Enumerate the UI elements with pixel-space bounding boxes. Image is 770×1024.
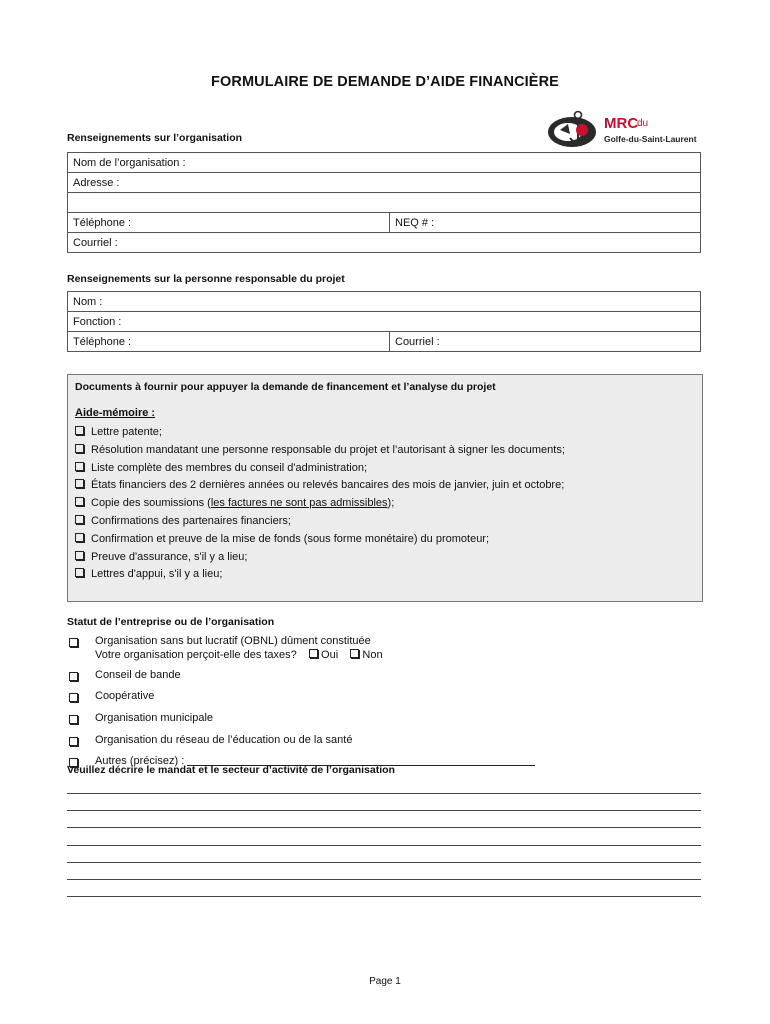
- resp-phone-field[interactable]: Téléphone :: [68, 332, 390, 352]
- list-item: Lettre patente;: [75, 424, 565, 442]
- org-address-line2[interactable]: [68, 193, 701, 213]
- checkbox[interactable]: [69, 638, 78, 647]
- statut-item: Coopérative: [67, 689, 535, 707]
- resp-table: [67, 291, 701, 352]
- oui-checkbox[interactable]: [309, 649, 318, 658]
- checkbox[interactable]: [69, 737, 78, 746]
- checkbox[interactable]: [75, 444, 84, 453]
- checkbox[interactable]: [75, 551, 84, 560]
- org-email-field[interactable]: Courriel :: [68, 233, 701, 253]
- checkbox[interactable]: [75, 533, 84, 542]
- statut-obnl: Organisation sans but lucratif (OBNL) dûment constituée Votre organisation perçoit-elle des taxes? Oui Non: [67, 634, 535, 664]
- list-item: Confirmation et preuve de la mise de fonds (sous forme monétaire) du promoteur;: [75, 531, 565, 549]
- logo-mrc-text: MRC: [604, 115, 639, 132]
- mandat-line[interactable]: [67, 845, 701, 846]
- list-item: Copie des soumissions (les factures ne sont pas admissibles);: [75, 495, 565, 513]
- soumissions-note: les factures ne sont pas admissibles: [210, 497, 388, 510]
- documents-heading: Documents à fournir pour appuyer la demande de financement et l’analyse du projet: [75, 381, 496, 393]
- statut-heading: Statut de l’entreprise ou de l’organisation: [67, 616, 275, 628]
- list-item: Résolution mandatant une personne responsable du projet et l’autorisant à signer les documents;: [75, 442, 565, 460]
- checkbox[interactable]: [75, 426, 84, 435]
- resp-email-field[interactable]: Courriel :: [390, 332, 701, 352]
- logo-du-text: du: [637, 118, 649, 129]
- checkbox[interactable]: [75, 479, 84, 488]
- documents-checklist: [75, 424, 565, 584]
- logo-subtitle: Golfe-du-Saint-Laurent: [604, 134, 697, 144]
- org-section-heading: Renseignements sur l’organisation: [67, 132, 243, 144]
- statut-item: Organisation municipale: [67, 711, 535, 729]
- mandat-line[interactable]: [67, 793, 701, 794]
- list-item: Lettres d'appui, s'il y a lieu;: [75, 566, 565, 584]
- list-item: États financiers des 2 dernières années ou relevés bancaires des mois de janvier, juin et octobre;: [75, 477, 565, 495]
- org-address-field[interactable]: Adresse :: [68, 173, 701, 193]
- list-item: Liste complète des membres du conseil d'administration;: [75, 460, 565, 478]
- mandat-line[interactable]: [67, 896, 701, 897]
- mrc-logo: [546, 110, 706, 152]
- statut-item: Organisation du réseau de l’éducation ou de la santé: [67, 733, 535, 751]
- org-table: [67, 152, 701, 253]
- checkbox[interactable]: [75, 497, 84, 506]
- resp-name-field[interactable]: Nom :: [68, 292, 701, 312]
- org-neq-field[interactable]: NEQ # :: [390, 213, 701, 233]
- statut-list: [67, 634, 535, 776]
- non-checkbox[interactable]: [350, 649, 359, 658]
- mandat-heading: Veuillez décrire le mandat et le secteur d’activité de l’organisation: [67, 764, 395, 776]
- documents-box: [67, 374, 703, 602]
- list-item: Confirmations des partenaires financiers;: [75, 513, 565, 531]
- org-phone-field[interactable]: Téléphone :: [68, 213, 390, 233]
- mandat-line[interactable]: [67, 862, 701, 863]
- resp-function-field[interactable]: Fonction :: [68, 312, 701, 332]
- checkbox[interactable]: [75, 462, 84, 471]
- statut-item: Conseil de bande: [67, 668, 535, 686]
- mandat-line[interactable]: [67, 827, 701, 828]
- checkbox[interactable]: [69, 715, 78, 724]
- checkbox[interactable]: [75, 568, 84, 577]
- aide-memoire-label: Aide-mémoire :: [75, 407, 156, 419]
- checkbox[interactable]: [69, 693, 78, 702]
- checkbox[interactable]: [75, 515, 84, 524]
- page-number: Page 1: [369, 976, 401, 987]
- org-name-field[interactable]: Nom de l’organisation :: [68, 153, 701, 173]
- mandat-line[interactable]: [67, 879, 701, 880]
- resp-section-heading: Renseignements sur la personne responsable du projet: [67, 273, 345, 285]
- statut-autres: Autres (précisez) :: [67, 754, 535, 772]
- form-title: FORMULAIRE DE DEMANDE D’AIDE FINANCIÈRE: [211, 74, 559, 90]
- mandat-line[interactable]: [67, 810, 701, 811]
- list-item: Preuve d'assurance, s'il y a lieu;: [75, 549, 565, 567]
- checkbox[interactable]: [69, 672, 78, 681]
